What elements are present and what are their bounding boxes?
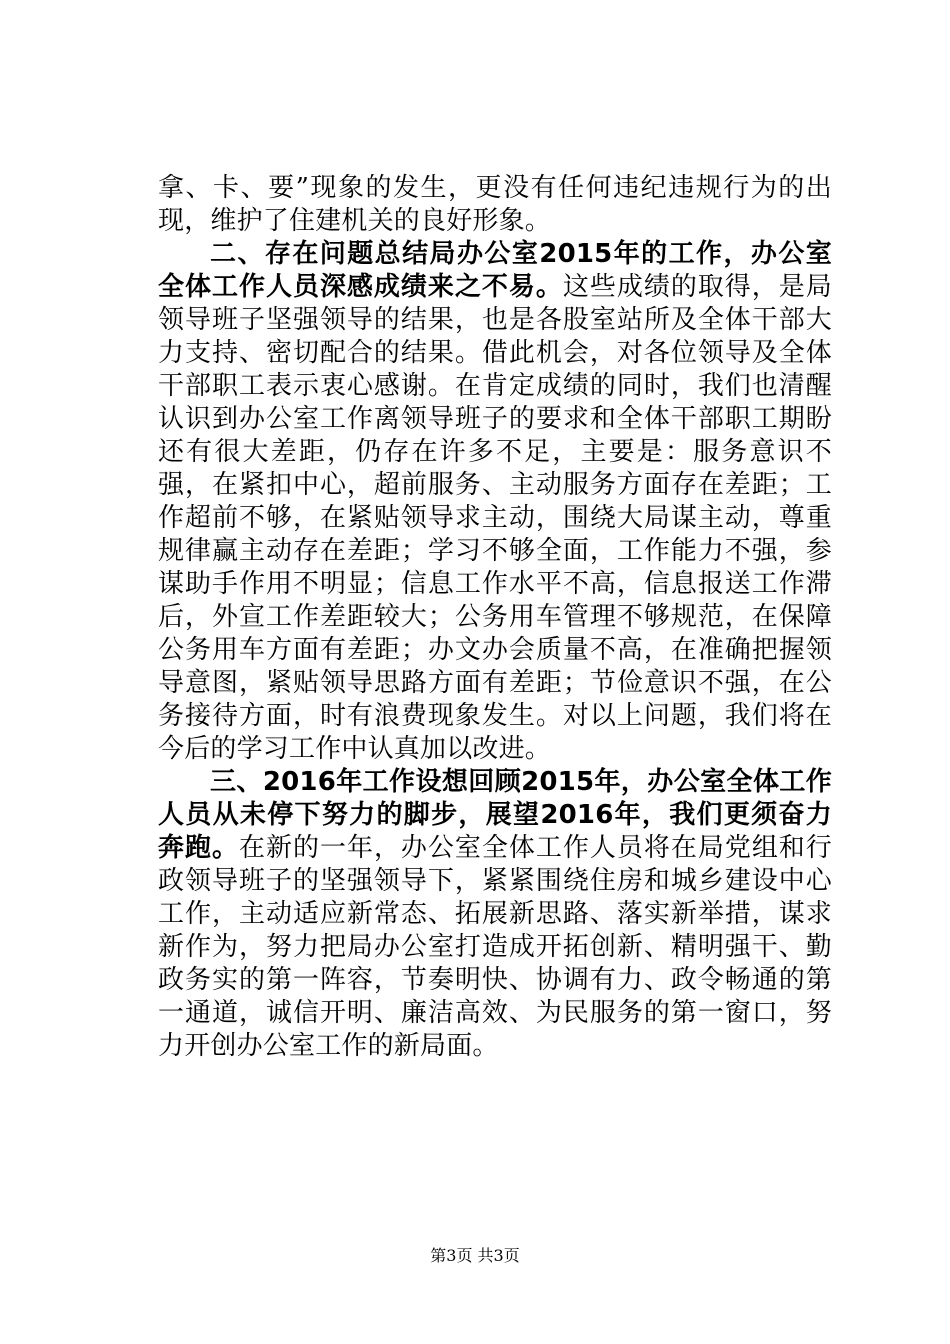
page-footer: 第3页 共3页 — [430, 1246, 520, 1265]
paragraph-problems — [158, 238, 832, 766]
paragraph-text: 这些成绩的取得，是局领导班子坚强领导的结果，也是各股室站所及全体干部大力支持、密切配合的结果。借此机会，对各位领导及全体干部职工表示衷心感谢。在肯定成绩的同时，我们也清醒认识到办公室工作离领导班子的要求和全体干部职工期盼还有很大差距，仍存在许多不足，主要是：服务意识不强，在紧扣中心，超前服务、主动服务方面存在差距；工作超前不够，在紧贴领导求主动，围绕大局谋主动，尊重规律赢主动存在差距；学习不够全面，工作能力不强，参谋助手作用不明显；信息工作水平不高，信息报送工作滞后，外宣工作差距较大；公务用车管理不够规范，在保障公务用车方面有差距；办文办会质量不高，在准确把握领导意图，紧贴领导思路方面有差距；节俭意识不强，在公务接待方面，时有浪费现象发生。对以上问题，我们将在今后的学习工作中认真加以改进。 — [158, 272, 832, 764]
paragraph-continuation — [158, 172, 832, 238]
section-heading-problems: 二、存在问题总结局办公室2015年的工作，办公室全体工作人员深感成绩来之不易。 — [158, 239, 832, 302]
paragraph-plans — [158, 766, 832, 1063]
document-body — [158, 172, 832, 1063]
paragraph-text: 在新的一年，办公室全体工作人员将在局党组和行政领导班子的坚强领导下，紧紧围绕住房和城乡建设中心工作，主动适应新常态、拓展新思路、落实新举措，谋求新作为，努力把局办公室打造成开拓创新、精明强干、勤政务实的第一阵容，节奏明快、协调有力、政令畅通的第一通道，诚信开明、廉洁高效、为民服务的第一窗口，努力开创办公室工作的新局面。 — [158, 833, 832, 1061]
paragraph-text: 拿、卡、要”现象的发生，更没有任何违纪违规行为的出现，维护了住建机关的良好形象。 — [158, 173, 832, 236]
section-heading-plans: 三、2016年工作设想回顾2015年，办公室全体工作人员从未停下努力的脚步，展望2016年，我们更须奋力奔跑。 — [158, 767, 832, 863]
